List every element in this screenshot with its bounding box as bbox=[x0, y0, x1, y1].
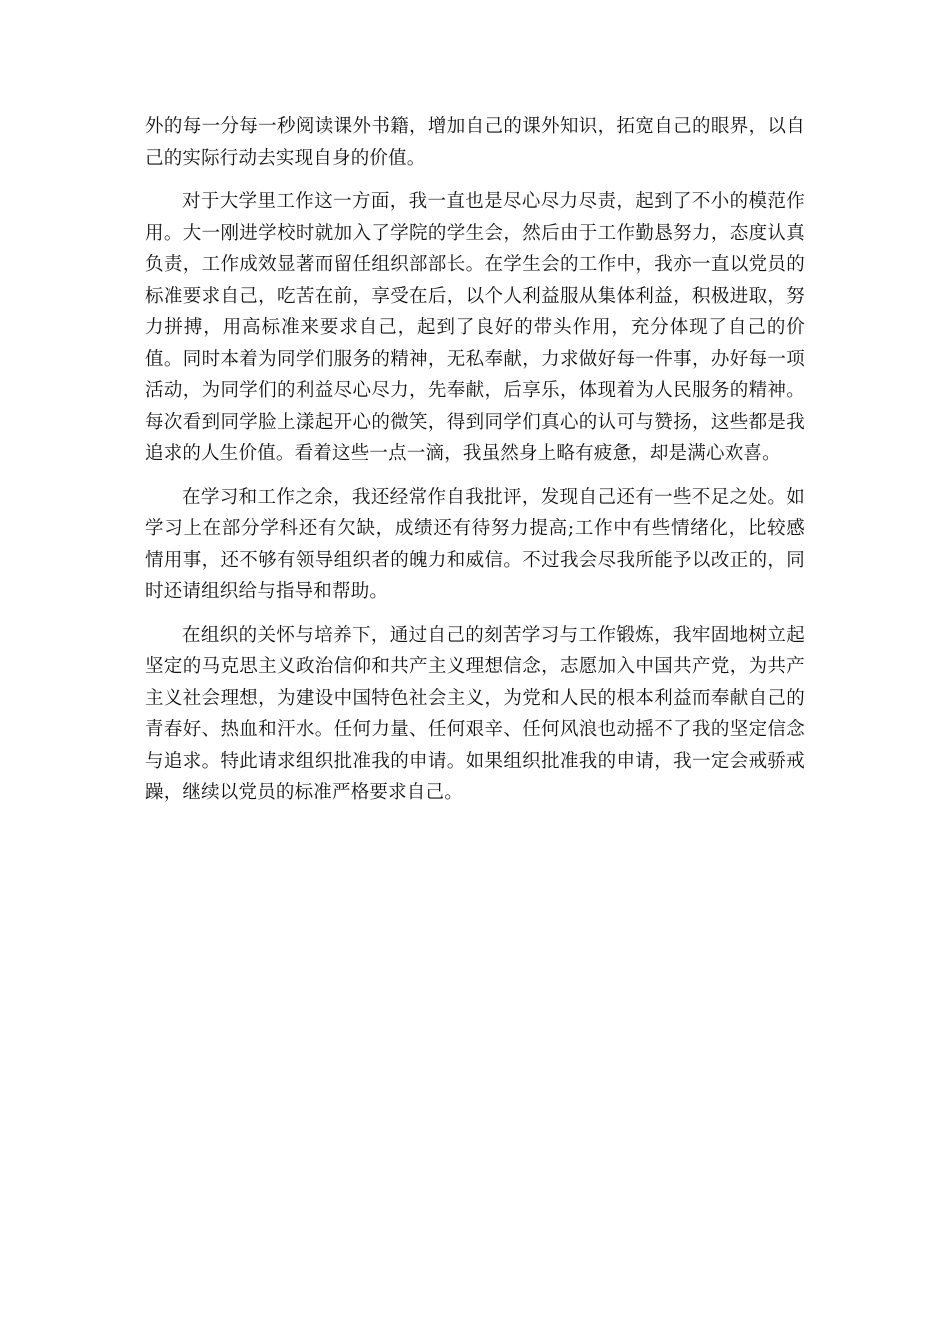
document-body bbox=[145, 111, 805, 821]
paragraph-application: 在组织的关怀与培养下，通过自己的刻苦学习与工作锻炼，我牢固地树立起坚定的马克思主义政治信仰和共产主义理想信念，志愿加入中国共产党，为共产主义社会理想，为建设中国特色社会主义，为党和人民的根本利益而奉献自己的青春好、热血和汗水。任何力量、任何艰辛、任何风浪也动摇不了我的坚定信念与追求。特此请求组织批准我的申请。如果组织批准我的申请，我一定会戒骄戒躁，继续以党员的标准严格要求自己。 bbox=[145, 624, 805, 803]
paragraph-work: 对于大学里工作这一方面，我一直也是尽心尽力尽责，起到了不小的模范作用。大一刚进学校时就加入了学院的学生会，然后由于工作勤恳努力，态度认真负责，工作成效显著而留任组织部部长。在学生会的工作中，我亦一直以党员的标准要求自己，吃苦在前，享受在后，以个人利益服从集体利益，积极进取，努力拼搏，用高标准来要求自己，起到了良好的带头作用，充分体现了自己的价值。同时本着为同学们服务的精神，无私奉献，力求做好每一件事，办好每一项活动，为同学们的利益尽心尽力，先奉献，后享乐，体现着为人民服务的精神。每次看到同学脸上漾起开心的微笑，得到同学们真心的认可与赞扬，这些都是我追求的人生价值。看着这些一点一滴，我虽然身上略有疲惫，却是满心欢喜。 bbox=[145, 191, 805, 464]
paragraph-self-criticism: 在学习和工作之余，我还经常作自我批评，发现自己还有一些不足之处。如学习上在部分学科还有欠缺，成绩还有待努力提高;工作中有些情绪化，比较感情用事，还不够有领导组织者的魄力和威信。不过我会尽我所能予以改正的，同时还请组织给与指导和帮助。 bbox=[145, 486, 805, 602]
paragraph-continuation: 外的每一分每一秒阅读课外书籍，增加自己的课外知识，拓宽自己的眼界，以自己的实际行动去实现自身的价值。 bbox=[145, 116, 805, 169]
